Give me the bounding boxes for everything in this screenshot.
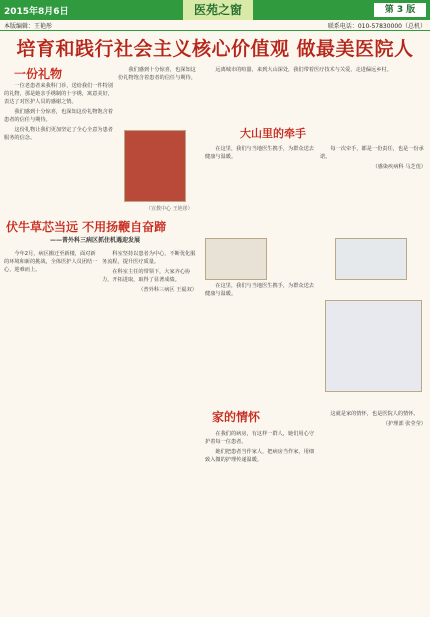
- page-headline: 培育和践行社会主义核心价值观 做最美医院人: [16, 38, 414, 60]
- left-para-2: 我们感到十分惊喜，也深知这份礼物饱含着患者的信任与期待。: [4, 109, 113, 123]
- bottom-credit: （护理部 张莹莹）: [382, 421, 426, 427]
- sub-header: [0, 20, 430, 31]
- middle-col-2: [102, 250, 197, 610]
- bottom-col-1: [205, 430, 315, 610]
- right-para-2: 在这里，我们与当地医生携手，为群众送去健康与温暖。: [205, 146, 314, 160]
- doctor-photo: [325, 300, 422, 392]
- bottom-para-2: 她们把患者当作家人，把病房当作家，用细致入微的护理传递温暖。: [205, 449, 314, 463]
- bottom-para-3: 这就是家的情怀，也是医院人的情怀。: [330, 411, 419, 417]
- header-bar: [0, 0, 430, 20]
- embroidery-photo: [124, 130, 186, 202]
- right-top-intro: [205, 66, 426, 124]
- middle-para-2: 科室坚持以患者为中心，不断优化服务流程，提升医疗质量。: [102, 251, 196, 265]
- left-section: [4, 66, 114, 204]
- left-photo-caption: （宣教中心 王艳彤）: [146, 206, 193, 212]
- middle-para-3: 在科室主任的带领下，大家齐心协力，开拓进取，取得了显著成绩。: [102, 269, 191, 283]
- clinic-photo-2: [335, 238, 407, 280]
- middle-credit: （普外科三病区 王福双）: [138, 287, 197, 293]
- right-section-body: [205, 145, 315, 240]
- phone-line: 联系电话：010-57830000（总机）: [327, 23, 426, 30]
- masthead-title: 医苑之窗: [183, 0, 253, 20]
- editor-line: 本版编辑：王艳彤: [4, 23, 53, 30]
- right-middle-col: [205, 282, 315, 400]
- bottom-section-title: 家的情怀: [212, 410, 261, 424]
- page-number: 第 3 版: [374, 3, 426, 17]
- left-section-col2: [118, 66, 200, 136]
- right-intro-para: 远离城市的喧嚣，来到大山深处，我们带着医疗技术与关爱，走进偏远乡村。: [215, 67, 392, 73]
- middle-col-1: [4, 250, 99, 610]
- left-col2-para: 我们感到十分惊喜，也深知这份礼物饱含着患者的信任与期待。: [118, 67, 196, 81]
- middle-section-title: 伏牛草芯当远 不用扬鞭自奋蹄: [6, 220, 167, 234]
- right-credit: （感染疾病科 马芝莲）: [372, 164, 426, 170]
- left-para-1: 一位老患者来我科门诊，送给我们一件特别的礼物，那是她亲手绣制的十字绣，寓意美好，表达了对医护人员的感谢之情。: [4, 83, 113, 105]
- right-middle-para: 在这里，我们与当地医生携手，为群众送去健康与温暖。: [205, 283, 314, 297]
- issue-date: 2015年8月6日: [4, 7, 69, 17]
- right-para-3: 每一次牵手，都是一份责任，也是一份承诺。: [320, 146, 424, 160]
- right-section-body-col2: [320, 145, 426, 240]
- left-section-title: 一份礼物: [14, 67, 63, 81]
- clinic-photo-1: [205, 238, 267, 280]
- bottom-col-2: [320, 410, 426, 610]
- left-para-3: 这份礼物让我们更加坚定了全心全意为患者服务的信念。: [4, 127, 113, 141]
- middle-section-subtitle: ——普外科三病区抓住机遇迎发展: [50, 237, 141, 244]
- middle-para-1: 今年2月，病区搬迁至新楼，面对新的环境和新的挑战，全体医护人员团结一心，迎难而上。: [4, 251, 98, 273]
- right-section-title: 大山里的牵手: [240, 127, 306, 140]
- bottom-para-1: 在我们的病房，有这样一群人，她们用心守护着每一位患者。: [205, 431, 314, 445]
